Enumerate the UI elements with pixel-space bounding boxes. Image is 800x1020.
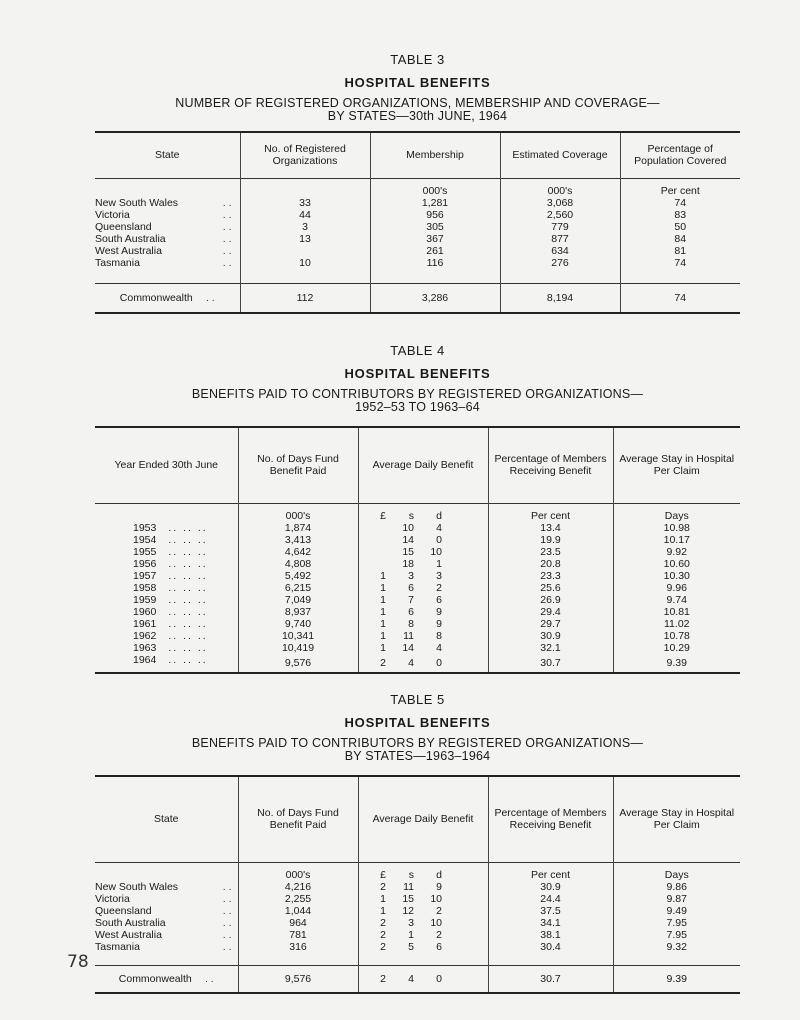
orgs-cell: 44 — [240, 209, 370, 221]
pound-cell: 1 — [358, 893, 386, 905]
year-cell: 1953 — [133, 521, 157, 534]
days-cell: 316 — [238, 941, 358, 953]
table3 — [95, 131, 740, 314]
pence-cell: 10 — [430, 545, 442, 558]
unit-shilling: s — [408, 509, 414, 522]
table3-unit-row — [95, 178, 740, 197]
days-cell: 4,642 — [238, 546, 358, 558]
stay-cell: 10.78 — [613, 630, 740, 642]
table5-subtitle-2: BY STATES—1963–1964 — [344, 749, 491, 763]
percent-cell: 34.1 — [488, 917, 613, 929]
leader-dots: . . — [222, 892, 232, 905]
table5-header-percent: Percentage of Members Receiving Benefit — [488, 776, 613, 862]
percent-cell: 37.5 — [488, 905, 613, 917]
table-row — [95, 197, 740, 209]
percent-cell: 20.8 — [488, 558, 613, 570]
orgs-cell: 13 — [240, 233, 370, 245]
total-pence: 0 — [436, 972, 442, 985]
pound-cell: 2 — [358, 881, 386, 893]
days-cell: 8,937 — [238, 606, 358, 618]
state-name: Tasmania — [95, 940, 140, 953]
table-row — [95, 893, 740, 905]
pound-cell — [358, 522, 386, 534]
table5-total-row — [95, 965, 740, 993]
table5-header-row — [95, 776, 740, 862]
days-cell: 2,255 — [238, 893, 358, 905]
total-stay: 9.39 — [613, 965, 740, 993]
percent-cell: 26.9 — [488, 594, 613, 606]
shilling-cell: 6 — [408, 581, 414, 594]
shilling-cell: 8 — [408, 617, 414, 630]
unit-percent: Per cent — [488, 503, 613, 522]
days-cell: 10,341 — [238, 630, 358, 642]
stay-cell: 10.98 — [613, 522, 740, 534]
total-pound: 2 — [358, 965, 386, 993]
stay-cell: 9.87 — [613, 893, 740, 905]
percent-cell: 30.9 — [488, 881, 613, 893]
year-cell: 1964 — [133, 653, 157, 666]
total-label: Commonwealth — [118, 972, 192, 985]
table4-number: TABLE 4 — [390, 343, 445, 358]
unit-pence: d — [436, 868, 442, 881]
days-cell: 1,874 — [238, 522, 358, 534]
stay-cell: 7.95 — [613, 929, 740, 941]
table4-title: HOSPITAL BENEFITS — [344, 366, 491, 381]
shilling-cell: 5 — [408, 940, 414, 953]
table5-header-days: No. of Days Fund Benefit Paid — [238, 776, 358, 862]
pence-cell: 3 — [436, 569, 442, 582]
pound-cell — [358, 546, 386, 558]
stay-cell: 9.96 — [613, 582, 740, 594]
state-name: New South Wales — [95, 880, 179, 893]
leader-dots: . . — [204, 972, 214, 985]
percent-cell: 23.5 — [488, 546, 613, 558]
shilling-cell: 3 — [408, 916, 414, 929]
year-cell: 1958 — [133, 581, 157, 594]
state-name: South Australia — [95, 232, 166, 245]
shilling-cell: 10 — [402, 521, 414, 534]
unit-stay: Days — [613, 862, 740, 881]
pence-cell: 0 — [436, 656, 442, 669]
coverage-cell: 877 — [500, 233, 620, 245]
shilling-cell: 4 — [408, 656, 414, 669]
days-cell: 964 — [238, 917, 358, 929]
percent-cell: 74 — [620, 197, 740, 209]
table-row — [95, 558, 740, 570]
shilling-cell: 18 — [402, 557, 414, 570]
unit-pound: £ — [358, 862, 386, 881]
leader-dots: .. .. .. — [168, 521, 208, 534]
pence-cell: 4 — [436, 641, 442, 654]
year-cell: 1959 — [133, 593, 157, 606]
table4-subtitle: BENEFITS PAID TO CONTRIBUTORS BY REGISTERED ORGANIZATIONS— — [191, 387, 644, 401]
pence-cell: 2 — [436, 581, 442, 594]
leader-dots: .. .. .. — [168, 617, 208, 630]
stay-cell: 10.17 — [613, 534, 740, 546]
table5 — [95, 775, 740, 994]
unit-pound: £ — [358, 503, 386, 522]
table3-number: TABLE 3 — [390, 52, 445, 67]
stay-cell: 10.29 — [613, 642, 740, 654]
table4-header-stay: Average Stay in Hospital Per Claim — [613, 427, 740, 503]
table3-header-state: State — [154, 149, 180, 162]
table3-header-orgs: No. of Registered Organizations — [240, 132, 370, 178]
table-row — [95, 594, 740, 606]
total-label: Commonwealth — [119, 291, 193, 304]
table3-unit-membership: 000's — [370, 178, 500, 197]
page-number: 78 — [67, 952, 89, 972]
pence-cell: 10 — [430, 892, 442, 905]
percent-cell: 30.7 — [488, 654, 613, 673]
pence-cell: 0 — [436, 533, 442, 546]
table-row — [95, 221, 740, 233]
pound-cell: 1 — [358, 630, 386, 642]
year-cell: 1957 — [133, 569, 157, 582]
pence-cell: 2 — [436, 928, 442, 941]
table-row — [95, 941, 740, 953]
table3-unit-coverage: 000's — [500, 178, 620, 197]
pound-cell: 1 — [358, 606, 386, 618]
days-cell: 1,044 — [238, 905, 358, 917]
pence-cell: 1 — [436, 557, 442, 570]
percent-cell: 29.4 — [488, 606, 613, 618]
table3-header-percent: Percentage of Population Covered — [620, 132, 740, 178]
state-name: New South Wales — [95, 196, 179, 209]
stay-cell: 9.74 — [613, 594, 740, 606]
table-row — [95, 582, 740, 594]
shilling-cell: 1 — [408, 928, 414, 941]
table4-heading — [95, 343, 740, 414]
days-cell: 9,576 — [238, 654, 358, 673]
pence-cell: 6 — [436, 593, 442, 606]
leader-dots: . . — [222, 232, 232, 245]
coverage-cell: 634 — [500, 245, 620, 257]
table-row — [95, 546, 740, 558]
stay-cell: 7.95 — [613, 917, 740, 929]
pence-cell: 8 — [436, 629, 442, 642]
table-row — [95, 570, 740, 582]
state-name: West Australia — [95, 244, 162, 257]
leader-dots: .. .. .. — [168, 653, 208, 666]
pence-cell: 10 — [430, 916, 442, 929]
pence-cell: 6 — [436, 940, 442, 953]
table-row — [95, 245, 740, 257]
table-row — [95, 630, 740, 642]
table4 — [95, 426, 740, 674]
pound-cell: 1 — [358, 594, 386, 606]
total-orgs: 112 — [240, 283, 370, 313]
state-name: Queensland — [95, 220, 152, 233]
percent-cell: 84 — [620, 233, 740, 245]
percent-cell: 24.4 — [488, 893, 613, 905]
leader-dots: .. .. .. — [168, 569, 208, 582]
shilling-cell: 15 — [402, 545, 414, 558]
leader-dots: .. .. .. — [168, 533, 208, 546]
shilling-cell: 14 — [402, 641, 414, 654]
total-days: 9,576 — [238, 965, 358, 993]
membership-cell: 305 — [370, 221, 500, 233]
leader-dots: .. .. .. — [168, 605, 208, 618]
membership-cell: 367 — [370, 233, 500, 245]
unit-percent: Per cent — [488, 862, 613, 881]
table-row — [95, 917, 740, 929]
leader-dots: .. .. .. — [168, 593, 208, 606]
table3-header-row — [95, 132, 740, 178]
unit-shilling: s — [408, 868, 414, 881]
state-name: West Australia — [95, 928, 162, 941]
table5-unit-row — [95, 862, 740, 881]
table3-header-coverage: Estimated Coverage — [500, 132, 620, 178]
pence-cell: 9 — [436, 605, 442, 618]
table-row — [95, 618, 740, 630]
coverage-cell: 779 — [500, 221, 620, 233]
table3-section — [95, 52, 740, 314]
stay-cell: 9.49 — [613, 905, 740, 917]
pence-cell: 9 — [436, 617, 442, 630]
days-cell: 6,215 — [238, 582, 358, 594]
percent-cell: 81 — [620, 245, 740, 257]
coverage-cell: 276 — [500, 257, 620, 269]
stay-cell: 10.30 — [613, 570, 740, 582]
total-membership: 3,286 — [370, 283, 500, 313]
membership-cell: 1,281 — [370, 197, 500, 209]
table3-header-membership: Membership — [370, 132, 500, 178]
state-name: Victoria — [95, 892, 130, 905]
year-cell: 1955 — [133, 545, 157, 558]
year-cell: 1962 — [133, 629, 157, 642]
leader-dots: . . — [222, 928, 232, 941]
table5-header-state: State — [153, 813, 179, 826]
table-row — [95, 929, 740, 941]
orgs-cell: 3 — [240, 221, 370, 233]
table4-subtitle-2: 1952–53 TO 1963–64 — [355, 400, 480, 414]
pound-cell: 2 — [358, 654, 386, 673]
year-cell: 1956 — [133, 557, 157, 570]
table3-subtitle: NUMBER OF REGISTERED ORGANIZATIONS, MEMBERSHIP AND COVERAGE— — [175, 96, 660, 110]
pence-cell: 2 — [436, 904, 442, 917]
table4-header-benefit: Average Daily Benefit — [358, 427, 488, 503]
unit-pence: d — [436, 509, 442, 522]
leader-dots: . . — [222, 916, 232, 929]
year-cell: 1963 — [133, 641, 157, 654]
table-row — [95, 905, 740, 917]
table4-header-days: No. of Days Fund Benefit Paid — [238, 427, 358, 503]
table3-total-row — [95, 283, 740, 313]
unit-stay: Days — [613, 503, 740, 522]
pound-cell: 2 — [358, 929, 386, 941]
table3-subtitle-2: BY STATES—30th JUNE, 1964 — [327, 109, 508, 123]
shilling-cell: 15 — [402, 892, 414, 905]
table5-header-stay: Average Stay in Hospital Per Claim — [613, 776, 740, 862]
leader-dots: . . — [222, 196, 232, 209]
year-cell: 1961 — [133, 617, 157, 630]
days-cell: 5,492 — [238, 570, 358, 582]
percent-cell: 29.7 — [488, 618, 613, 630]
membership-cell: 956 — [370, 209, 500, 221]
pound-cell: 1 — [358, 582, 386, 594]
pound-cell: 2 — [358, 941, 386, 953]
total-shilling: 4 — [408, 972, 414, 985]
percent-cell: 32.1 — [488, 642, 613, 654]
stay-cell: 10.81 — [613, 606, 740, 618]
total-percent: 74 — [620, 283, 740, 313]
table-row — [95, 257, 740, 269]
table3-unit-percent: Per cent — [620, 178, 740, 197]
percent-cell: 50 — [620, 221, 740, 233]
days-cell: 7,049 — [238, 594, 358, 606]
percent-cell: 83 — [620, 209, 740, 221]
membership-cell: 261 — [370, 245, 500, 257]
percent-cell: 74 — [620, 257, 740, 269]
table-row — [95, 522, 740, 534]
membership-cell: 116 — [370, 257, 500, 269]
shilling-cell: 11 — [403, 629, 414, 642]
stay-cell: 9.86 — [613, 881, 740, 893]
pound-cell — [358, 558, 386, 570]
orgs-cell — [240, 245, 370, 257]
table4-header-percent: Percentage of Members Receiving Benefit — [488, 427, 613, 503]
percent-cell: 30.9 — [488, 630, 613, 642]
pound-cell — [358, 534, 386, 546]
pence-cell: 9 — [436, 880, 442, 893]
table5-number: TABLE 5 — [390, 692, 445, 707]
leader-dots: .. .. .. — [168, 557, 208, 570]
leader-dots: .. .. .. — [168, 641, 208, 654]
table5-title: HOSPITAL BENEFITS — [344, 715, 491, 730]
total-percent: 30.7 — [488, 965, 613, 993]
stay-cell: 9.92 — [613, 546, 740, 558]
coverage-cell: 3,068 — [500, 197, 620, 209]
total-coverage: 8,194 — [500, 283, 620, 313]
percent-cell: 19.9 — [488, 534, 613, 546]
leader-dots: . . — [222, 940, 232, 953]
table4-unit-row — [95, 503, 740, 522]
shilling-cell: 11 — [403, 880, 414, 893]
state-name: Queensland — [95, 904, 152, 917]
leader-dots: .. .. .. — [168, 545, 208, 558]
shilling-cell: 12 — [402, 904, 414, 917]
stay-cell: 11.02 — [613, 618, 740, 630]
state-name: Tasmania — [95, 256, 140, 269]
unit-days: 000's — [238, 503, 358, 522]
leader-dots: . . — [222, 256, 232, 269]
state-name: Victoria — [95, 208, 130, 221]
table3-unit-orgs — [240, 178, 370, 197]
stay-cell: 9.32 — [613, 941, 740, 953]
days-cell: 10,419 — [238, 642, 358, 654]
table3-heading — [95, 52, 740, 123]
percent-cell: 30.4 — [488, 941, 613, 953]
leader-dots: .. .. .. — [168, 581, 208, 594]
table4-header-year: Year Ended 30th June — [114, 459, 219, 472]
percent-cell: 25.6 — [488, 582, 613, 594]
leader-dots: . . — [222, 208, 232, 221]
table-row — [95, 654, 740, 673]
leader-dots: . . — [222, 244, 232, 257]
pound-cell: 1 — [358, 570, 386, 582]
pound-cell: 2 — [358, 917, 386, 929]
days-cell: 3,413 — [238, 534, 358, 546]
table-row — [95, 881, 740, 893]
table4-header-row — [95, 427, 740, 503]
percent-cell: 23.3 — [488, 570, 613, 582]
unit-days: 000's — [238, 862, 358, 881]
pound-cell: 1 — [358, 618, 386, 630]
table5-subtitle: BENEFITS PAID TO CONTRIBUTORS BY REGISTERED ORGANIZATIONS— — [191, 736, 644, 750]
table-row — [95, 606, 740, 618]
days-cell: 781 — [238, 929, 358, 941]
table-row — [95, 209, 740, 221]
leader-dots: . . — [222, 880, 232, 893]
table4-section — [95, 343, 740, 674]
table3-title: HOSPITAL BENEFITS — [344, 75, 491, 90]
state-name: South Australia — [95, 916, 166, 929]
shilling-cell: 3 — [408, 569, 414, 582]
table5-header-benefit: Average Daily Benefit — [358, 776, 488, 862]
leader-dots: . . — [222, 220, 232, 233]
days-cell: 9,740 — [238, 618, 358, 630]
orgs-cell: 10 — [240, 257, 370, 269]
pound-cell: 1 — [358, 905, 386, 917]
leader-dots: . . — [205, 291, 215, 304]
shilling-cell: 14 — [402, 533, 414, 546]
year-cell: 1954 — [133, 533, 157, 546]
table5-section — [95, 692, 740, 994]
coverage-cell: 2,560 — [500, 209, 620, 221]
table5-heading — [95, 692, 740, 763]
shilling-cell: 7 — [408, 593, 414, 606]
leader-dots: . . — [222, 904, 232, 917]
percent-cell: 38.1 — [488, 929, 613, 941]
table-row — [95, 642, 740, 654]
table3-unit-state — [95, 178, 240, 197]
leader-dots: .. .. .. — [168, 629, 208, 642]
stay-cell: 10.60 — [613, 558, 740, 570]
table-row — [95, 534, 740, 546]
year-cell: 1960 — [133, 605, 157, 618]
table-row — [95, 233, 740, 245]
shilling-cell: 6 — [408, 605, 414, 618]
stay-cell: 9.39 — [613, 654, 740, 673]
days-cell: 4,808 — [238, 558, 358, 570]
pence-cell: 4 — [436, 521, 442, 534]
pound-cell: 1 — [358, 642, 386, 654]
orgs-cell: 33 — [240, 197, 370, 209]
percent-cell: 13.4 — [488, 522, 613, 534]
days-cell: 4,216 — [238, 881, 358, 893]
